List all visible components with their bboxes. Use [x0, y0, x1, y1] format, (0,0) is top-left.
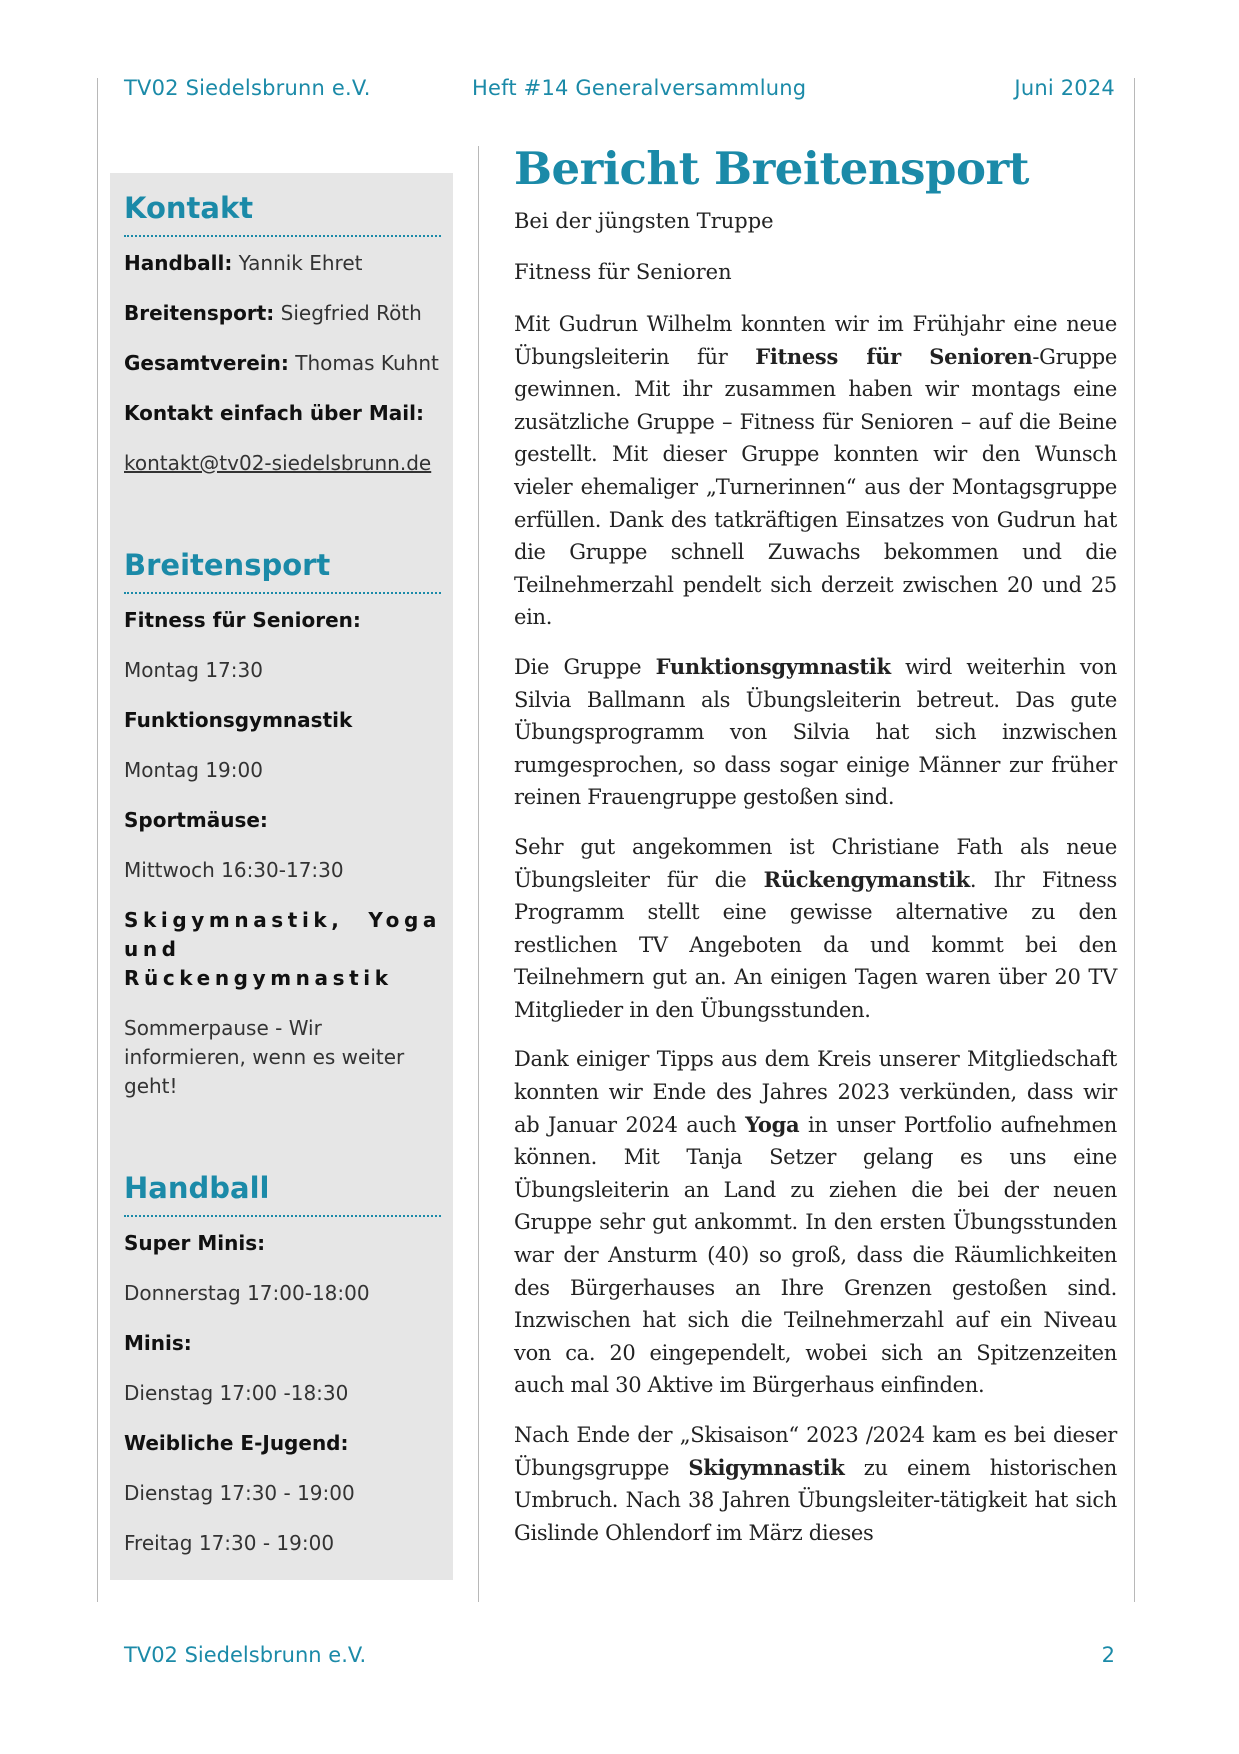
divider [124, 235, 441, 237]
sidebar-section-breitensport [124, 546, 441, 1101]
schedule-time: Freitag 17:30 - 19:00 [124, 1531, 335, 1555]
header-club-name: TV02 Siedelsbrunn e.V. [124, 76, 371, 100]
article-paragraph: Nach Ende der „Skisaison“ 2023 /2024 kam es bei dieser Übungsgruppe Skigymnastik zu einem historischen Umbruch. Nach 38 Jahren Übungsleiter-tätigkeit hat sich Gislinde Ohlendorf im März dieses [514, 1423, 1117, 1545]
sidebar-section-kontakt [124, 189, 441, 478]
schedule-label: Skigymnastik, Yoga und Rückengymnastik [124, 908, 441, 990]
schedule-time: Sommerpause - Wir informieren, wenn es weiter geht! [124, 1016, 405, 1098]
divider [124, 1215, 441, 1217]
schedule-time: Dienstag 17:30 - 19:00 [124, 1481, 355, 1505]
article-subtitle: Fitness für Senioren [514, 260, 732, 284]
sidebar-heading-handball: Handball [124, 1171, 270, 1205]
schedule-time: Dienstag 17:00 -18:30 [124, 1381, 349, 1405]
sidebar-section-handball [124, 1169, 441, 1558]
schedule-label: Super Minis: [124, 1231, 266, 1255]
article-subtitle: Bei der jüngsten Truppe [514, 209, 774, 233]
schedule-time: Montag 19:00 [124, 758, 263, 782]
schedule-time: Montag 17:30 [124, 658, 263, 682]
schedule-label: Sportmäuse: [124, 808, 268, 832]
sidebar-heading-kontakt: Kontakt [124, 191, 254, 225]
article-paragraph: Die Gruppe Funktionsgymnastik wird weiterhin von Silvia Ballmann als Übungsleiterin betreut. Das gute Übungsprogramm von Silvia hat sich inzwischen rumgesprochen, so dass sogar einige Männer zur früher reinen Frauengruppe gestoßen sind. [514, 653, 1118, 810]
schedule-time: Mittwoch 16:30-17:30 [124, 858, 344, 882]
header-issue-title: Heft #14 Generalversammlung [472, 76, 807, 100]
schedule-label: Fitness für Senioren: [124, 608, 361, 632]
sidebar [110, 173, 453, 1580]
article-paragraph: Mit Gudrun Wilhelm konnten wir im Frühjahr eine neue Übungsleiterin für Fitness für Senioren-Gruppe gewinnen. Mit ihr zusammen haben wir montags eine zusätzliche Gruppe – Fitness für Senioren – auf die Beine gestellt. Mit dieser Gruppe konnten wir den Wunsch vieler ehemaliger „Turnerinnen“ aus der Montagsgruppe erfüllen. Dank des tatkräftigen Einsatzes von Gudrun hat die Gruppe schnell Zuwachs bekommen und die Teilnehmerzahl pendelt sich derzeit zwischen 20 und 25 ein. [514, 312, 1118, 630]
column-divider [478, 146, 479, 1602]
schedule-label: Weibliche E-Jugend: [124, 1431, 349, 1455]
contact-breitensport: Breitensport: Siegfried Röth [124, 301, 422, 325]
right-frame-line [1134, 78, 1135, 1602]
schedule-label: Minis: [124, 1331, 192, 1355]
article-paragraph: Sehr gut angekommen ist Christiane Fath als neue Übungsleiter für die Rückengymanstik. Ihr Fitness Programm stellt eine gewisse alternative zu den restlichen TV Angeboten da und kommt bei den Teilnehmern gut an. An einigen Tagen waren über 20 TV Mitglieder in den Übungsstunden. [514, 834, 1118, 1022]
contact-gesamtverein: Gesamtverein: Thomas Kuhnt [124, 351, 439, 375]
header-date: Juni 2024 [1014, 76, 1115, 100]
article-title: Bericht Breitensport [514, 142, 1029, 195]
footer-club-name: TV02 Siedelsbrunn e.V. [124, 1643, 367, 1667]
sidebar-heading-breitensport: Breitensport [124, 548, 331, 582]
article [514, 140, 1117, 1566]
article-paragraph: Dank einiger Tipps aus dem Kreis unserer Mitgliedschaft konnten wir Ende des Jahres 2023 verkünden, dass wir ab Januar 2024 auch Yoga in unser Portfolio aufnehmen können. Mit Tanja Setzer gelang es uns eine Übungsleiterin an Land zu ziehen die bei der neuen Gruppe sehr gut ankommt. In den ersten Übungsstunden war der Ansturm (40) so groß, dass die Räumlichkeiten des Bürgerhauses an Ihre Grenzen gestoßen sind. Inzwischen hat sich die Teilnehmerzahl auf ein Niveau von ca. 20 eingependelt, wobei sich an Spitzenzeiten auch mal 30 Aktive im Bürgerhaus einfinden. [514, 1047, 1117, 1398]
divider [124, 592, 441, 594]
page-number: 2 [1101, 1643, 1115, 1667]
left-frame-line [97, 78, 98, 1602]
schedule-label: Funktionsgymnastik [124, 708, 353, 732]
contact-handball: Handball: Yannik Ehret [124, 251, 363, 275]
contact-mail-label: Kontakt einfach über Mail: [124, 401, 424, 425]
contact-mail-link[interactable]: kontakt@tv02-siedelsbrunn.de [124, 451, 432, 475]
schedule-time: Donnerstag 17:00-18:00 [124, 1281, 370, 1305]
